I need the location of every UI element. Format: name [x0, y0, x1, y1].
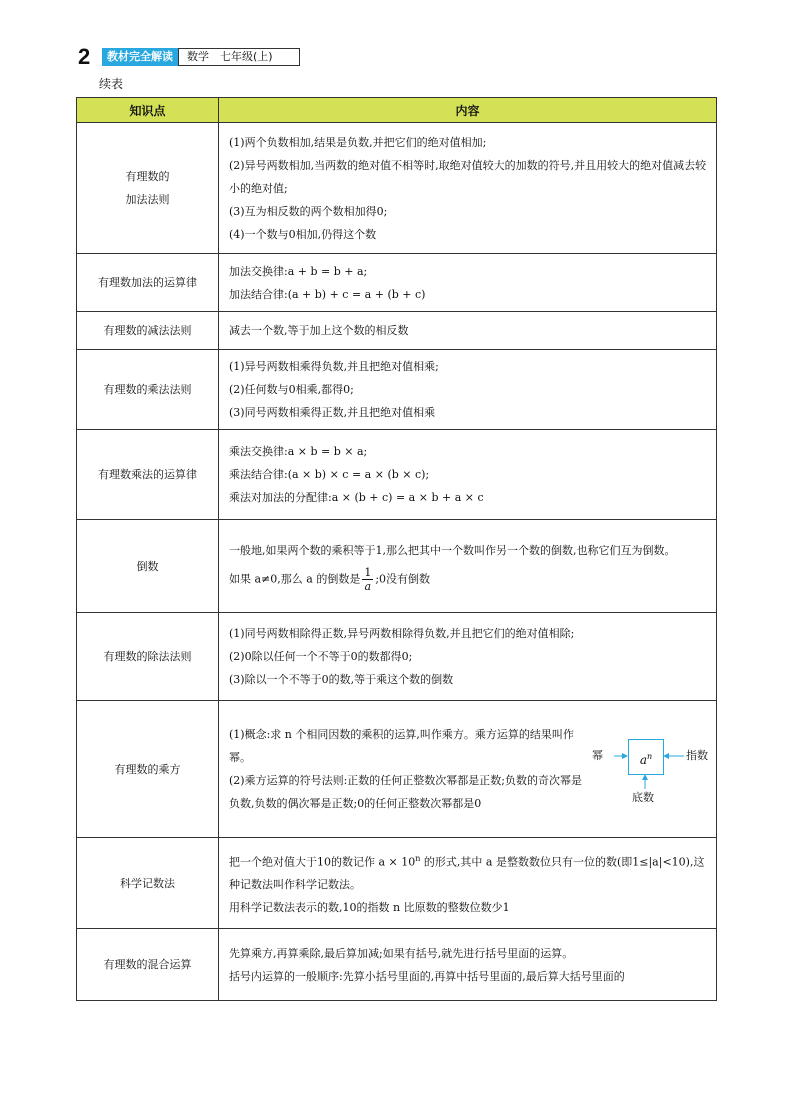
content-cell	[219, 613, 717, 701]
topic-text: 有理数的除法法则	[103, 650, 192, 663]
reciprocal-fraction	[362, 566, 373, 593]
content-cell	[219, 312, 717, 350]
content-line: (2)乘方运算的符号法则:正数的任何正整数次幂都是正数;负数的奇次幂是负数,负数的偶次幂是正数;0的任何正整数次幂都是0	[229, 774, 582, 810]
topic-cell	[77, 613, 219, 701]
table-row	[77, 613, 717, 701]
base-label: 底数	[632, 791, 654, 804]
power-label: 幂	[592, 749, 603, 762]
content-cell	[219, 520, 717, 613]
topic-text: 科学记数法	[120, 876, 175, 890]
table-row	[77, 520, 717, 613]
content-line: 乘法交换律:a × b = b × a;	[229, 445, 368, 458]
exponent-label: 指数	[686, 749, 708, 762]
topic-cell	[77, 838, 219, 929]
content-line: (1)概念:求 n 个相同因数的乘积的运算,叫作乘方。乘方运算的结果叫作幂。	[229, 728, 574, 764]
topic-text: 有理数的乘方	[114, 762, 181, 776]
content-cell	[219, 350, 717, 430]
power-exponent: n	[647, 752, 653, 761]
fraction-numerator: 1	[364, 566, 372, 579]
content-line: 加法结合律:(a + b) + c = a + (b + c)	[229, 287, 426, 301]
content-line: (1)异号两数相乘得负数,并且把绝对值相乘;	[229, 360, 439, 373]
table-row	[77, 254, 717, 312]
table-row	[77, 430, 717, 520]
page-number: 2	[78, 44, 91, 69]
topic-text: 有理数的乘法法则	[103, 383, 192, 396]
content-line: (4)一个数与0相加,仍得这个数	[229, 227, 377, 241]
topic-text: 有理数的	[125, 170, 170, 183]
topic-cell	[77, 350, 219, 430]
topic-text: 有理数的减法法则	[103, 324, 192, 337]
content-line: (1)同号两数相除得正数,异号两数相除得负数,并且把它们的绝对值相除;	[229, 627, 575, 640]
topic-text: 倒数	[136, 559, 159, 573]
topic-cell	[77, 430, 219, 520]
topic-text: 有理数加法的运算律	[98, 276, 197, 289]
content-line: 减去一个数,等于加上这个数的相反数	[229, 324, 409, 337]
fraction-denominator: a	[364, 580, 372, 593]
content-line: 用科学记数法表示的数,10的指数 n 比原数的整数位数少1	[229, 901, 510, 915]
sci-text: 把一个绝对值大于10的数记作 a × 10	[229, 855, 416, 869]
table-row	[77, 312, 717, 350]
table-header-row	[77, 98, 717, 123]
content-line: (3)除以一个不等于0的数,等于乘这个数的倒数	[229, 673, 454, 686]
table-row	[77, 350, 717, 430]
topic-text: 有理数乘法的运算律	[98, 468, 197, 481]
sci-text-end: 的形式,其中 a 是整数数位只有一位的数(即1≤|a|<10),这种记数法叫作科学记数法。	[229, 855, 705, 892]
content-cell	[219, 430, 717, 520]
subject-label: 数学 七年级(上)	[178, 48, 300, 66]
content-line: 一般地,如果两个数的乘积等于1,那么把其中一个数叫作另一个数的倒数,也称它们互为倒数。	[229, 544, 676, 557]
topic-cell	[77, 701, 219, 838]
power-block	[229, 723, 710, 815]
topic-text: 加法法则	[125, 193, 170, 206]
power-diagram	[592, 733, 710, 805]
continued-label: 续表	[99, 77, 124, 91]
content-line: (2)任何数与0相乘,都得0;	[229, 383, 354, 396]
topic-cell	[77, 254, 219, 312]
table-row	[77, 929, 717, 1001]
content-line: 括号内运算的一般顺序:先算小括号里面的,再算中括号里面的,最后算大括号里面的	[229, 969, 625, 983]
content-cell	[219, 838, 717, 929]
header-content: 内容	[219, 98, 717, 123]
topic-cell	[77, 520, 219, 613]
power-box	[628, 739, 664, 775]
content-cell	[219, 123, 717, 254]
power-base: a	[639, 753, 647, 767]
table-row	[77, 123, 717, 254]
content-cell	[219, 701, 717, 838]
content-line: (3)同号两数相乘得正数,并且把绝对值相乘	[229, 406, 436, 419]
content-line: 先算乘方,再算乘除,最后算加减;如果有括号,就先进行括号里面的运算。	[229, 946, 574, 960]
content-cell	[219, 929, 717, 1001]
topic-cell	[77, 929, 219, 1001]
topic-cell	[77, 123, 219, 254]
header-topic: 知识点	[77, 98, 219, 123]
page-header	[78, 44, 300, 69]
topic-text: 有理数的混合运算	[103, 958, 192, 971]
content-line: 乘法结合律:(a × b) × c = a × (b × c);	[229, 468, 430, 481]
reciprocal-line	[229, 566, 710, 593]
reciprocal-text: 如果 a≠0,那么 a 的倒数是	[229, 572, 361, 586]
content-line: (1)两个负数相加,结果是负数,并把它们的绝对值相加;	[229, 135, 487, 149]
content-line: 乘法对加法的分配律:a × (b + c) = a × b + a × c	[229, 491, 484, 504]
content-cell	[219, 254, 717, 312]
topic-cell	[77, 312, 219, 350]
table-row	[77, 701, 717, 838]
content-line: (2)异号两数相加,当两数的绝对值不相等时,取绝对值较大的加数的符号,并且用较大的绝对值减去较小的绝对值;	[229, 158, 707, 195]
content-line: 加法交换律:a + b = b + a;	[229, 264, 368, 278]
sci-exponent: n	[415, 853, 421, 863]
table-row	[77, 838, 717, 929]
content-line: (3)互为相反数的两个数相加得0;	[229, 204, 388, 218]
reciprocal-text-end: ;0没有倒数	[375, 572, 431, 586]
content-line: (2)0除以任何一个不等于0的数都得0;	[229, 650, 413, 663]
knowledge-table	[76, 97, 717, 1001]
sci-notation-line	[229, 847, 710, 897]
book-tag: 教材完全解读	[102, 48, 178, 66]
power-text	[229, 723, 584, 815]
